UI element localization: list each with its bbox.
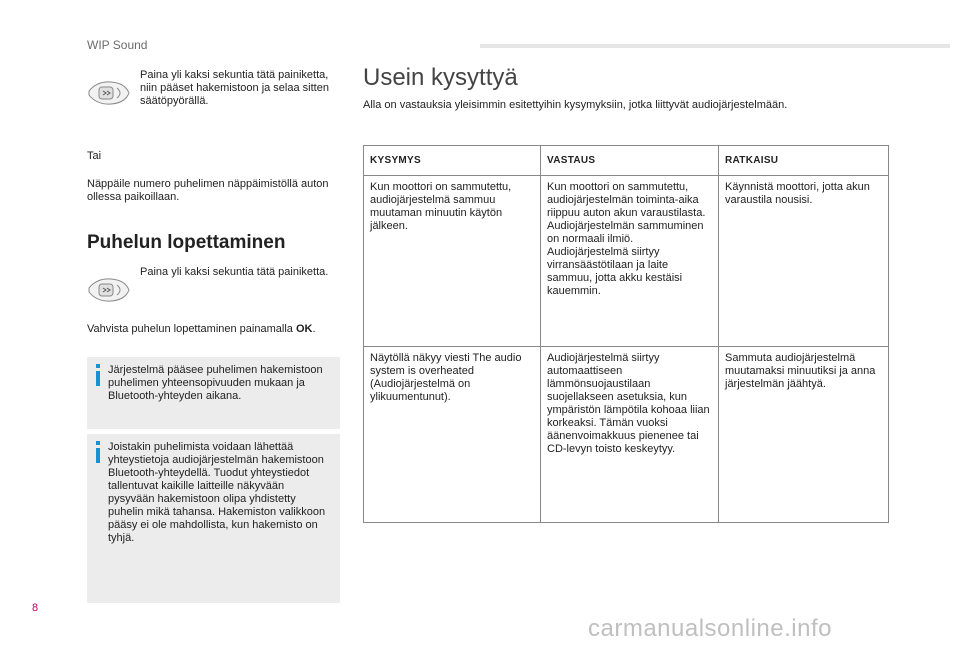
table-cell-solution: Sammuta audiojärjestelmä muutamaksi minuutiksi ja anna järjestelmän jäähtyä. bbox=[719, 347, 889, 523]
page-number: 8 bbox=[32, 602, 39, 614]
table-header-row bbox=[364, 146, 889, 176]
info-box bbox=[87, 357, 340, 429]
keypad-text: Näppäile numero puhelimen näppäimistöllä auton ollessa paikoillaan. bbox=[87, 178, 329, 203]
faq-table bbox=[363, 145, 889, 523]
info-icon bbox=[93, 441, 103, 463]
confirm-text bbox=[87, 323, 347, 336]
table-cell-solution: Käynnistä moottori, jotta akun varaustila nousisi. bbox=[719, 176, 889, 347]
header-question: KYSYMYS bbox=[364, 146, 541, 176]
instruction-text: Paina yli kaksi sekuntia tätä painiketta. bbox=[140, 266, 329, 278]
or-text: Tai bbox=[87, 150, 102, 162]
ok-label: OK bbox=[295, 323, 313, 335]
steering-wheel-button-icon bbox=[87, 276, 131, 304]
header-answer: VASTAUS bbox=[541, 146, 719, 176]
table-row bbox=[364, 347, 889, 523]
confirm-suffix: . bbox=[312, 323, 316, 335]
table-cell-answer: Audiojärjestelmä siirtyy automaattiseen lämmönsuojaustilaan suojellakseen asetuksia, kun ympäristön lämpötila kohoaa liian korkeaksi. Tämän vuoksi äänenvoimakkuus pienenee tai CD-levyn toisto keskeytyy. bbox=[541, 347, 719, 523]
header-title: WIP Sound bbox=[87, 38, 148, 52]
instruction-end-call bbox=[87, 266, 347, 306]
faq-title: Usein kysyttyä bbox=[363, 64, 518, 91]
table-cell-answer: Kun moottori on sammutettu, audiojärjestelmän toiminta-aika riippuu auton akun varaustilasta. Audiojärjestelmän sammuminen on normaali ilmiö. Audiojärjestelmä siirtyy virransäästötilaan ja laite sammuu, jotta akku kestäisi kauemmin. bbox=[541, 176, 719, 347]
info-box bbox=[87, 434, 340, 603]
confirm-prefix: Vahvista puhelun lopettaminen painamalla bbox=[87, 323, 296, 335]
header-solution: RATKAISU bbox=[719, 146, 889, 176]
table-cell-question: Kun moottori on sammutettu, audiojärjestelmä sammuu muutaman minuutin käytön jälkeen. bbox=[364, 176, 541, 347]
faq-intro: Alla on vastauksia yleisimmin esitettyihin kysymyksiin, jotka liittyvät audiojärjestelmään. bbox=[363, 99, 788, 111]
table-row bbox=[364, 176, 889, 347]
section-title-end-call: Puhelun lopettaminen bbox=[87, 232, 286, 253]
info-icon bbox=[93, 364, 103, 386]
info-text: Joistakin puhelimista voidaan lähettää yhteystietoja audiojärjestelmän hakemistoon Bluetooth-yhteydellä. Tuodut yhteystiedot tallentuvat kaikille laitteille näkyvään pysyvään hakemistoon olipa yhdistetty puhelin mikä tahansa. Hakemiston valikkoon pääsy ei ole mahdollista, kun hakemisto on tyhjä. bbox=[108, 441, 326, 544]
watermark: carmanualsonline.info bbox=[588, 615, 832, 642]
instruction-text: Paina yli kaksi sekuntia tätä painiketta, niin pääset hakemistoon ja selaa sitten säätöpyörällä. bbox=[140, 69, 329, 107]
table-cell-question: Näytöllä näkyy viesti The audio system is overheated (Audiojärjestelmä on ylikuumentunut). bbox=[364, 347, 541, 523]
steering-wheel-button-icon bbox=[87, 79, 131, 107]
instruction-directory bbox=[87, 69, 347, 111]
info-text: Järjestelmä pääsee puhelimen hakemistoon puhelimen yhteensopivuuden mukaan ja Bluetooth-yhteyden aikana. bbox=[108, 364, 323, 402]
header-bar bbox=[480, 44, 950, 48]
